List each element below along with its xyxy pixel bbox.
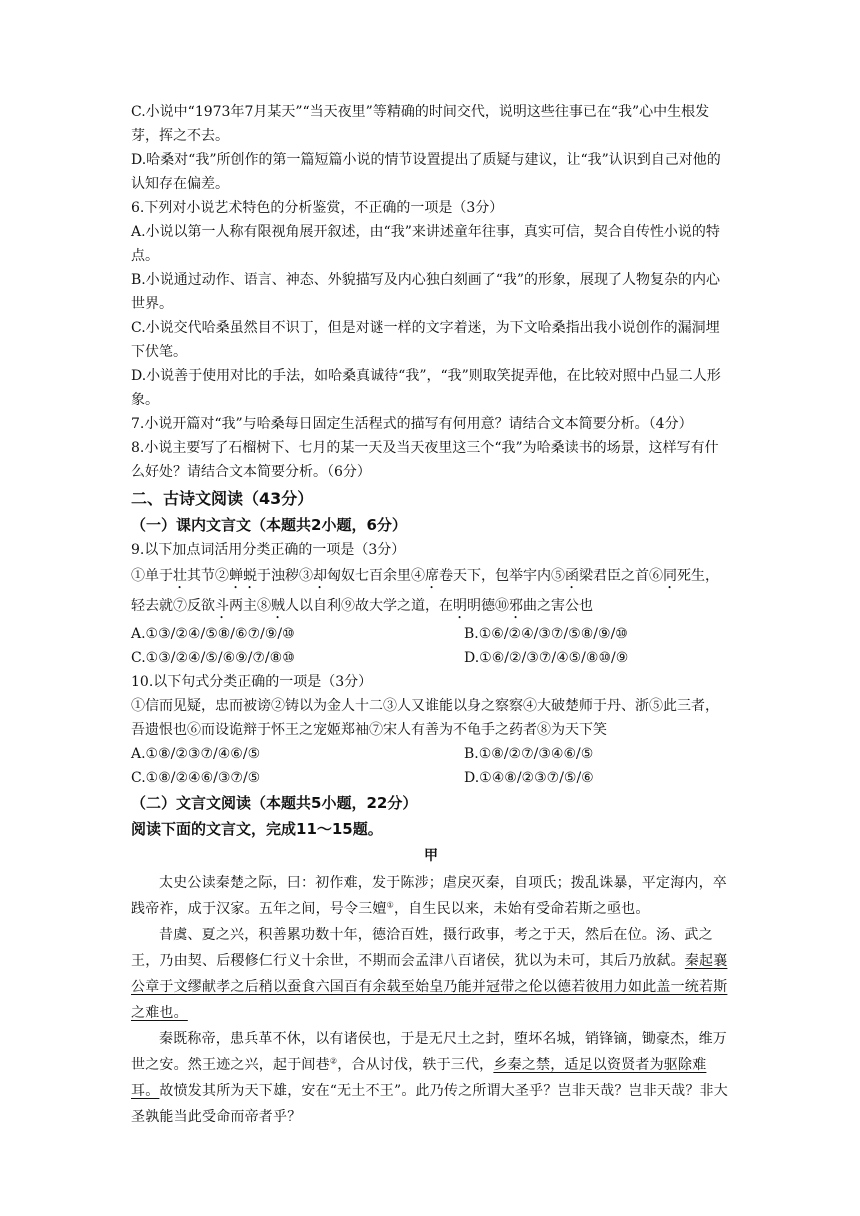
q9-stem: 9.以下加点词活用分类正确的一项是（3分） — [131, 542, 406, 558]
q6-option-b: B.小说通过动作、语言、神态、外貌描写及内心独白刻画了“我”的形象，展现了人物复杂的内心世界。 — [131, 272, 721, 312]
q9-text: 人以自利⑨故大学之道，在 — [285, 598, 453, 614]
passage-paragraph-2 — [131, 922, 731, 1026]
passage-title: 甲 — [424, 848, 438, 864]
q10-sentences: ①信而见疑，忠而被谤②铸以为金人十二③人又谁能以身之察察④大破楚师于丹、浙⑤此三者，吾遗恨也⑥而设诡辩于怀王之宠姬郑袖⑦宋人有善为不龟手之药者⑧为天下笑 — [131, 698, 719, 738]
q10-option-b: B.①⑧/②⑦/③④⑥/⑤ — [464, 746, 594, 762]
section-heading-classical: 二、古诗文阅读（43分） — [131, 489, 314, 508]
q10-option-d: D.①④⑧/②③⑦/⑤/⑥ — [464, 770, 594, 786]
q9-text: 两主⑧ — [229, 598, 271, 614]
q6-option-d: D.小说善于使用对比的手法，如哈桑真诚待“我”，“我”则取笑捉弄他，在比较对照中凸显二人形象。 — [131, 368, 721, 408]
q9-text: 匈奴七百余里④ — [327, 568, 425, 584]
passage-text: ，合从讨伐，轶于三代， — [337, 1057, 494, 1073]
q9-dotted-word: 斗 — [215, 598, 229, 614]
q10-option-c: C.①⑧/②④⑥/③⑦/⑤ — [131, 770, 261, 786]
passage-text: 昔虞、夏之兴，积善累功数十年，德洽百姓，摄行政事，考之于天，然后在位。汤、武之王，乃由契、后稷修仁行义十余世，不期而会孟津八百诸侯，犹以为未可，其后乃放弑。 — [131, 927, 713, 969]
footnote-marker: ① — [386, 900, 394, 910]
q6-option-c: C.小说交代哈桑虽然目不识丁，但是对谜一样的文字着迷，为下文哈桑指出我小说创作的漏洞埋下伏笔。 — [131, 320, 720, 360]
q6-option-a: A.小说以第一人称有限视角展开叙述，由“我”来讲述童年往事，真实可信，契合自传性小说的特点。 — [131, 224, 720, 264]
q10-options — [131, 742, 731, 790]
q5-option-d: D.哈桑对“我”所创作的第一篇短篇小说的情节设置提出了质疑与建议，让“我”认识到自己对他的认知存在偏差。 — [131, 152, 721, 192]
q7-stem: 7.小说开篇对“我”与哈桑每日固定生活程式的描写有何用意？请结合文本简要分析。（4分） — [131, 416, 693, 432]
subsection-heading-in-class: （一）课内文言文（本题共2小题，6分） — [131, 516, 407, 534]
q9-option-a: A.①③/②④/⑤⑧/⑥⑦/⑨/⑩ — [131, 626, 295, 642]
q9-text: 死生，轻去就⑦反欲 — [131, 568, 719, 614]
passage-text: 故愤发其所为天下雄，安在“无土不王”。此乃传之所谓大圣乎？岂非天哉？岂非天哉？非大圣孰能当此受命而帝者乎？ — [131, 1083, 728, 1125]
q9-dotted-word: 却 — [313, 568, 327, 584]
q9-text: 于浊秽③ — [257, 568, 313, 584]
q9-dotted-word: 函 — [565, 568, 579, 584]
passage-paragraph-1 — [131, 870, 731, 922]
q9-text: 梁君臣之首⑥ — [579, 568, 663, 584]
underlined-sentence: 秦起襄公章于文缪献孝之后稍以蚕食六国百有余载至始皇乃能并冠带之伦以德若彼用力如此盖一统若斯之难也。 — [131, 953, 728, 1021]
q9-text: ①单于 — [131, 568, 173, 584]
q9-text: 卷天下，包举宇内⑤ — [439, 568, 565, 584]
q9-text: 其节② — [187, 568, 229, 584]
q9-option-d: D.①⑥/②/③⑦/④⑤/⑧⑩/⑨ — [464, 650, 629, 666]
q9-dotted-word: 邪 — [509, 598, 523, 614]
q10-option-a: A.①⑧/②③⑦/④⑥/⑤ — [131, 746, 261, 762]
q8-stem: 8.小说主要写了石榴树下、七月的某一天及当天夜里这三个“我”为哈桑读书的场景，这样写有什么好处？请结合文本简要分析。（6分） — [131, 440, 719, 480]
passage-paragraph-3 — [131, 1026, 731, 1130]
passage-text: 秦既称帝，患兵革不休，以有诸侯也，于是无尺土之封，堕坏名城，销锋镝，锄豪杰，维万世之安。然王迹之兴，起于闾巷 — [131, 1031, 727, 1073]
q9-dotted-word: 同 — [663, 568, 677, 584]
q9-dotted-word: 蝉蜕 — [229, 568, 257, 584]
q9-dotted-word: 席 — [425, 568, 439, 584]
q9-text: 明德⑩ — [467, 598, 509, 614]
passage-text: ，自生民以来，未始有受命若斯之亟也。 — [393, 901, 650, 917]
reading-instruction: 阅读下面的文言文，完成11～15题。 — [131, 820, 383, 838]
q9-sentences — [131, 562, 731, 622]
footnote-marker: ② — [329, 1056, 338, 1066]
page-content — [131, 100, 731, 1130]
q9-option-b: B.①⑥/②④/③⑦/⑤⑧/⑨/⑩ — [464, 626, 628, 642]
q6-stem: 6.下列对小说艺术特色的分析鉴赏，不正确的一项是（3分） — [131, 200, 504, 216]
q9-dotted-word: 明 — [453, 598, 467, 614]
q9-dotted-word: 贼 — [271, 598, 285, 614]
q5-option-c: C.小说中“1973年7月某天”“当天夜里”等精确的时间交代，说明这些往事已在“我”心中生根发芽，挥之不去。 — [131, 104, 710, 144]
q9-text: 曲之害公也 — [523, 598, 593, 614]
underlined-sentence: 乡秦之禁，适足以资贤者为驱除难耳。 — [131, 1057, 707, 1099]
classical-passage — [131, 842, 731, 1130]
q10-stem: 10.以下句式分类正确的一项是（3分） — [131, 674, 373, 690]
q9-options — [131, 622, 731, 670]
subsection-heading-reading: （二）文言文阅读（本题共5小题，22分） — [131, 794, 418, 812]
q9-dotted-word: 壮 — [173, 568, 187, 584]
q9-option-c: C.①③/②④/⑤/⑥⑨/⑦/⑧⑩ — [131, 650, 295, 666]
passage-text: 太史公读秦楚之际，曰：初作难，发于陈涉；虐戾灭秦，自项氏；拨乱诛暴，平定海内，卒践帝祚，成于汉家。五年之间，号令三嬗 — [131, 875, 727, 917]
